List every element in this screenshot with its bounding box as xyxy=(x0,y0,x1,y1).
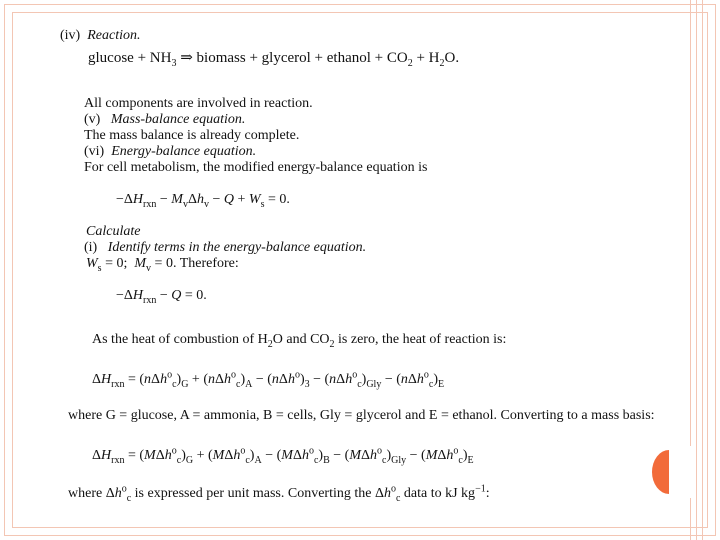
text-where-definitions: where G = glucose, A = ammonia, B = cells, Gly = glycerol and E = ethanol. Converting to a mass basis: xyxy=(68,408,655,423)
text-per-unit-mass: where $\Delta h^o_c$ is expressed per unit mass. Converting the $\Delta h^o_c$ data to kJ $kg^{-1}$: xyxy=(68,483,490,504)
step-i-heading: (i) Identify terms in the energy-balance equation. xyxy=(84,240,367,255)
text-ws-mv-zero: $W_s = 0$; $M_v = 0$. Therefore: xyxy=(86,256,239,274)
text-heat-of-combustion: As the heat of combustion of $H_2O$ and $CO_2$ is zero, the heat of reaction is: xyxy=(92,332,507,350)
text-all-components: All components are involved in reaction. xyxy=(84,96,313,111)
reaction-equation: $glucose + NH_3$ ⇒ biomass + glycerol + ethanol + $CO_2 + H_2O$. xyxy=(88,50,460,69)
calculate-heading: Calculate xyxy=(86,224,141,239)
step-iv-heading: (iv) Reaction. xyxy=(60,28,141,43)
energy-balance-equation-1: $-\Delta H_{rxn} - M_v\Delta h_v - Q + W_s = 0$. xyxy=(116,192,290,210)
right-border-line-2 xyxy=(696,0,697,540)
energy-balance-equation-2: $-\Delta H_{rxn} - Q = 0$. xyxy=(116,288,207,306)
text-mass-balance-complete: The mass balance is already complete. xyxy=(84,128,300,143)
heat-of-reaction-equation-mol: $\Delta H_{rxn} = (n\Delta h^o_c)_G + (n\Delta h^o_c)_A - (n\Delta h^o)_3 - (n\Delta h^o_c)_{Gly} - (n\Delta h^o_c)_E$ xyxy=(92,369,445,390)
heat-of-reaction-equation-mass: $\Delta H_{rxn} = (M\Delta h^o_c)_G + (M\Delta h^o_c)_A - (M\Delta h^o_c)_B - (M\Delta h^o_c)_{Gly} - (M\Delta h^o_c)_E$ xyxy=(92,445,474,466)
right-border-line-3 xyxy=(702,0,703,540)
step-vi-heading: (vi) Energy-balance equation. xyxy=(84,144,257,159)
step-v-heading: (v) Mass-balance equation. xyxy=(84,112,246,127)
text-cell-metabolism: For cell metabolism, the modified energy-balance equation is xyxy=(84,160,428,175)
